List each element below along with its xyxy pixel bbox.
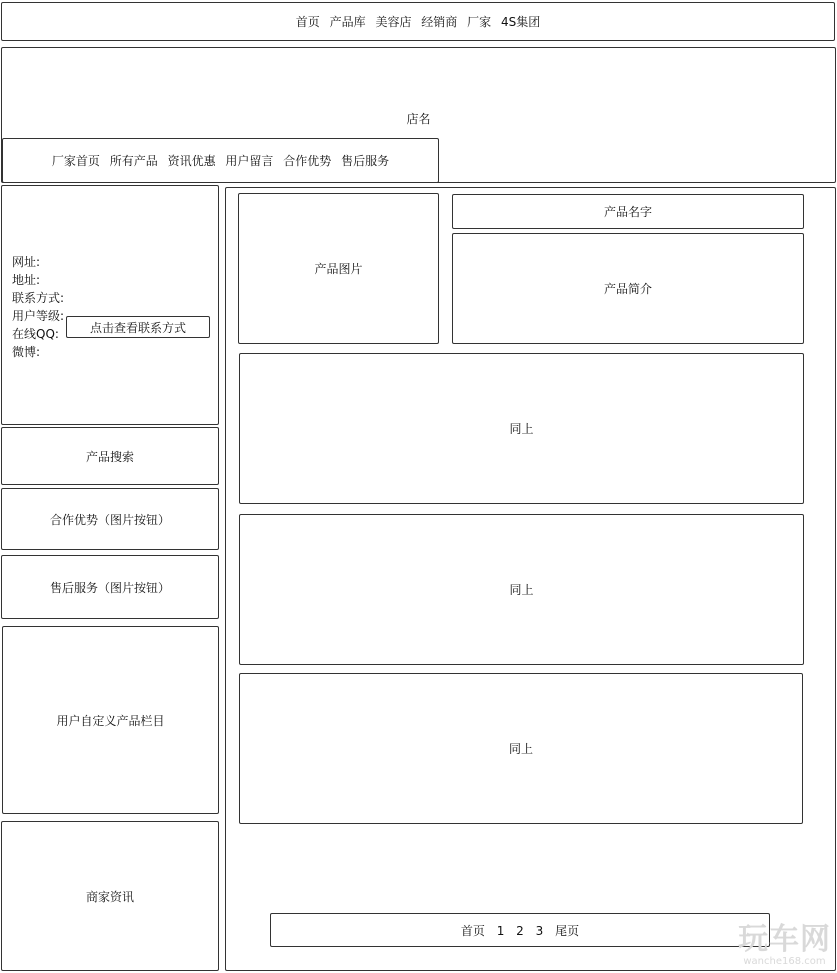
after-sales-button[interactable]: 售后服务（图片按钮） <box>1 555 219 619</box>
shop-menu-item-home[interactable]: 厂家首页 <box>51 154 100 168</box>
info-user-level-label: 用户等级: <box>12 309 65 323</box>
product-image-placeholder[interactable]: 产品图片 <box>238 193 439 344</box>
shop-menu-item-all-products[interactable]: 所有产品 <box>109 154 158 168</box>
product-row-3[interactable]: 同上 <box>239 673 803 824</box>
nav-item-dealer[interactable]: 经销商 <box>421 15 458 29</box>
nav-item-beauty-shop[interactable]: 美容店 <box>375 15 412 29</box>
shop-info-lines <box>12 253 64 361</box>
coop-advantage-button[interactable]: 合作优势（图片按钮） <box>1 488 219 550</box>
pagination <box>270 913 770 947</box>
top-nav <box>1 2 835 41</box>
product-row-1[interactable]: 同上 <box>239 353 804 504</box>
info-contact-label: 联系方式: <box>12 291 65 305</box>
pager-page-2[interactable]: 2 <box>516 923 524 938</box>
watermark <box>738 924 831 967</box>
pager-page-1[interactable]: 1 <box>496 923 505 938</box>
nav-item-manufacturer[interactable]: 厂家 <box>467 15 492 29</box>
pagination-list <box>457 922 583 939</box>
product-intro-box: 产品简介 <box>452 233 804 344</box>
merchant-news-box[interactable]: 商家资讯 <box>1 821 219 971</box>
info-address-label: 地址: <box>12 273 41 287</box>
view-contact-button[interactable]: 点击查看联系方式 <box>66 316 210 338</box>
product-row-2[interactable]: 同上 <box>239 514 804 665</box>
shop-menu <box>2 138 439 183</box>
product-name-box[interactable]: 产品名字 <box>452 194 804 229</box>
top-nav-list <box>293 13 543 30</box>
pager-first[interactable]: 首页 <box>460 923 485 938</box>
shop-menu-item-after-sales[interactable]: 售后服务 <box>341 154 390 168</box>
pager-page-3[interactable]: 3 <box>535 923 544 938</box>
nav-item-4s-group[interactable]: 4S集团 <box>500 15 541 29</box>
product-search-box[interactable]: 产品搜索 <box>1 427 219 485</box>
info-website-label: 网址: <box>12 255 41 269</box>
shop-menu-list <box>49 152 392 169</box>
pager-last[interactable]: 尾页 <box>555 923 580 938</box>
nav-item-home[interactable]: 首页 <box>295 15 320 29</box>
watermark-domain: wanche168.com <box>743 956 826 967</box>
shop-menu-item-messages[interactable]: 用户留言 <box>225 154 274 168</box>
shop-menu-item-coop[interactable]: 合作优势 <box>283 154 332 168</box>
custom-product-column[interactable]: 用户自定义产品栏目 <box>2 626 219 814</box>
watermark-brand: 玩车网 <box>738 922 831 957</box>
shop-menu-item-news-offers[interactable]: 资讯优惠 <box>167 154 216 168</box>
nav-item-product-library[interactable]: 产品库 <box>329 15 366 29</box>
shop-info-panel <box>1 185 219 425</box>
shop-name: 店名 <box>406 112 431 126</box>
info-weibo-label: 微博: <box>12 345 41 359</box>
info-qq-label: 在线QQ: <box>12 327 59 341</box>
